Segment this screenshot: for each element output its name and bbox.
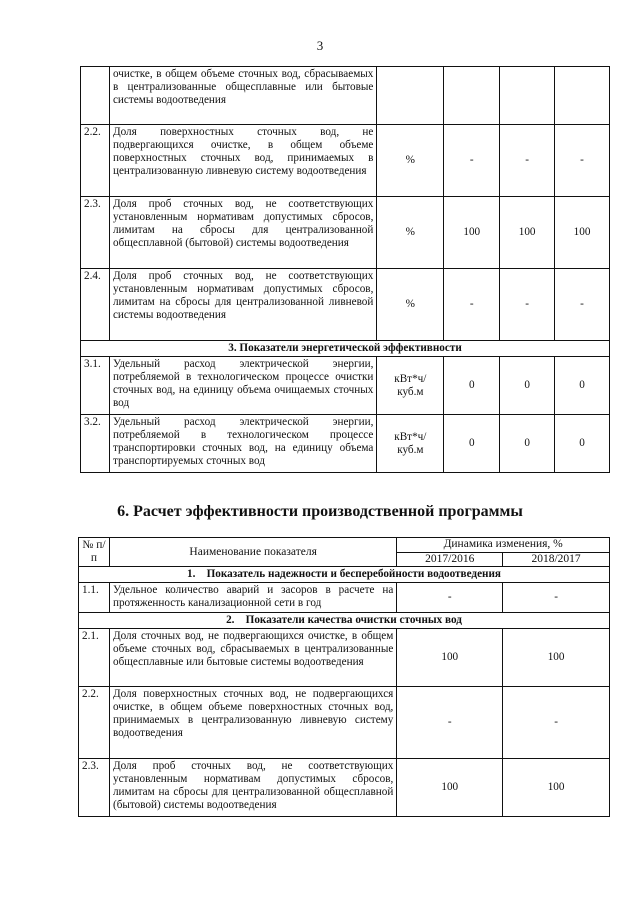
row-number: 2.3. <box>81 197 110 269</box>
value-cell: 0 <box>555 357 610 415</box>
value-cell: 100 <box>397 629 503 687</box>
section-6-title: 6. Расчет эффективности производственной программы <box>117 503 523 520</box>
unit-cell <box>377 67 444 125</box>
value-cell: 0 <box>500 357 555 415</box>
row-number: 2.2. <box>81 125 110 197</box>
value-cell: - <box>500 269 555 341</box>
indicator-name: Доля проб сточных вод, не соответствующих установленным нормативам допустимых сбросов, лимитам на сбросы для централизованной общесплавной (бытовой) системы водоотведения <box>109 759 396 817</box>
value-cell <box>500 67 555 125</box>
value-cell: - <box>397 687 503 759</box>
header-col1: 2017/2016 <box>397 552 503 567</box>
indicator-name: Доля сточных вод, не подвергающихся очистке, в общем объеме сточных вод, сбрасываемых в централизованные общесплавные или бытовые системы водоотведения <box>109 629 396 687</box>
indicator-name: Доля проб сточных вод, не соответствующих установленным нормативам допустимых сбросов, лимитам на сбросы для централизованной ливневой системы водоотведения <box>109 269 376 341</box>
table-row <box>79 583 610 613</box>
unit-cell: кВт*ч/ куб.м <box>377 415 444 473</box>
row-number: 3.1. <box>81 357 110 415</box>
row-number: 3.2. <box>81 415 110 473</box>
section-row <box>79 567 610 583</box>
table-row <box>79 687 610 759</box>
value-cell: 100 <box>555 197 610 269</box>
value-cell: 0 <box>444 415 500 473</box>
row-number: 2.2. <box>79 687 110 759</box>
indicators-table-continued <box>80 66 610 473</box>
table-row <box>79 759 610 817</box>
value-cell: - <box>555 125 610 197</box>
table-row <box>81 357 610 415</box>
indicator-name: Доля поверхностных сточных вод, не подвергающихся очистке, в общем объеме поверхностных сточных вод, принимаемых в централизованную ливневую систему водоотведения <box>109 125 376 197</box>
unit-cell: % <box>377 269 444 341</box>
value-cell: 100 <box>397 759 503 817</box>
section-row <box>81 341 610 357</box>
section-title: 2. Показатели качества очистки сточных вод <box>79 613 610 629</box>
header-dynamics: Динамика изменения, % <box>397 538 610 553</box>
unit-cell: % <box>377 125 444 197</box>
header-col2: 2018/2017 <box>503 552 610 567</box>
table-row <box>81 67 610 125</box>
value-cell: 100 <box>444 197 500 269</box>
page-number: 3 <box>316 38 324 53</box>
header-num: № п/п <box>79 538 110 567</box>
indicator-name: Удельный расход электрической энергии, потребляемой в технологическом процессе транспортировки сточных вод, на единицу объема транспортируемых сточных вод <box>109 415 376 473</box>
indicator-name: очистке, в общем объеме сточных вод, сбрасываемых в централизованные общесплавные или бытовые системы водоотведения <box>109 67 376 125</box>
indicator-name: Доля поверхностных сточных вод, не подвергающихся очистке, в общем объеме поверхностных сточных вод, принимаемых в централизованную ливневую систему водоотведения <box>109 687 396 759</box>
table-row <box>81 415 610 473</box>
indicator-name: Удельное количество аварий и засоров в расчете на протяженность канализационной сети в год <box>109 583 396 613</box>
value-cell: 0 <box>500 415 555 473</box>
efficiency-table <box>78 537 610 817</box>
value-cell: - <box>503 687 610 759</box>
unit-cell: кВт*ч/ куб.м <box>377 357 444 415</box>
row-number: 1.1. <box>79 583 110 613</box>
header-name: Наименование показателя <box>109 538 396 567</box>
table-row <box>81 269 610 341</box>
value-cell: - <box>555 269 610 341</box>
value-cell: - <box>444 125 500 197</box>
row-number: 2.3. <box>79 759 110 817</box>
row-number <box>81 67 110 125</box>
value-cell: 100 <box>503 629 610 687</box>
section-title: 1. Показатель надежности и бесперебойности водоотведения <box>79 567 610 583</box>
value-cell: - <box>503 583 610 613</box>
value-cell: - <box>444 269 500 341</box>
row-number: 2.1. <box>79 629 110 687</box>
value-cell: 100 <box>503 759 610 817</box>
value-cell: 100 <box>500 197 555 269</box>
table-row <box>81 125 610 197</box>
table-row <box>79 629 610 687</box>
value-cell: 0 <box>555 415 610 473</box>
value-cell: 0 <box>444 357 500 415</box>
indicator-name: Доля проб сточных вод, не соответствующих установленным нормативам допустимых сбросов, лимитам на сбросы для централизованной общесплавной (бытовой) системы водоотведения <box>109 197 376 269</box>
indicator-name: Удельный расход электрической энергии, потребляемой в технологическом процессе очистки сточных вод, на единицу объема очищаемых сточных вод <box>109 357 376 415</box>
row-number: 2.4. <box>81 269 110 341</box>
value-cell: - <box>397 583 503 613</box>
unit-cell: % <box>377 197 444 269</box>
value-cell <box>555 67 610 125</box>
table-row <box>81 197 610 269</box>
value-cell <box>444 67 500 125</box>
value-cell: - <box>500 125 555 197</box>
section-row <box>79 613 610 629</box>
section-title: 3. Показатели энергетической эффективности <box>81 341 610 357</box>
